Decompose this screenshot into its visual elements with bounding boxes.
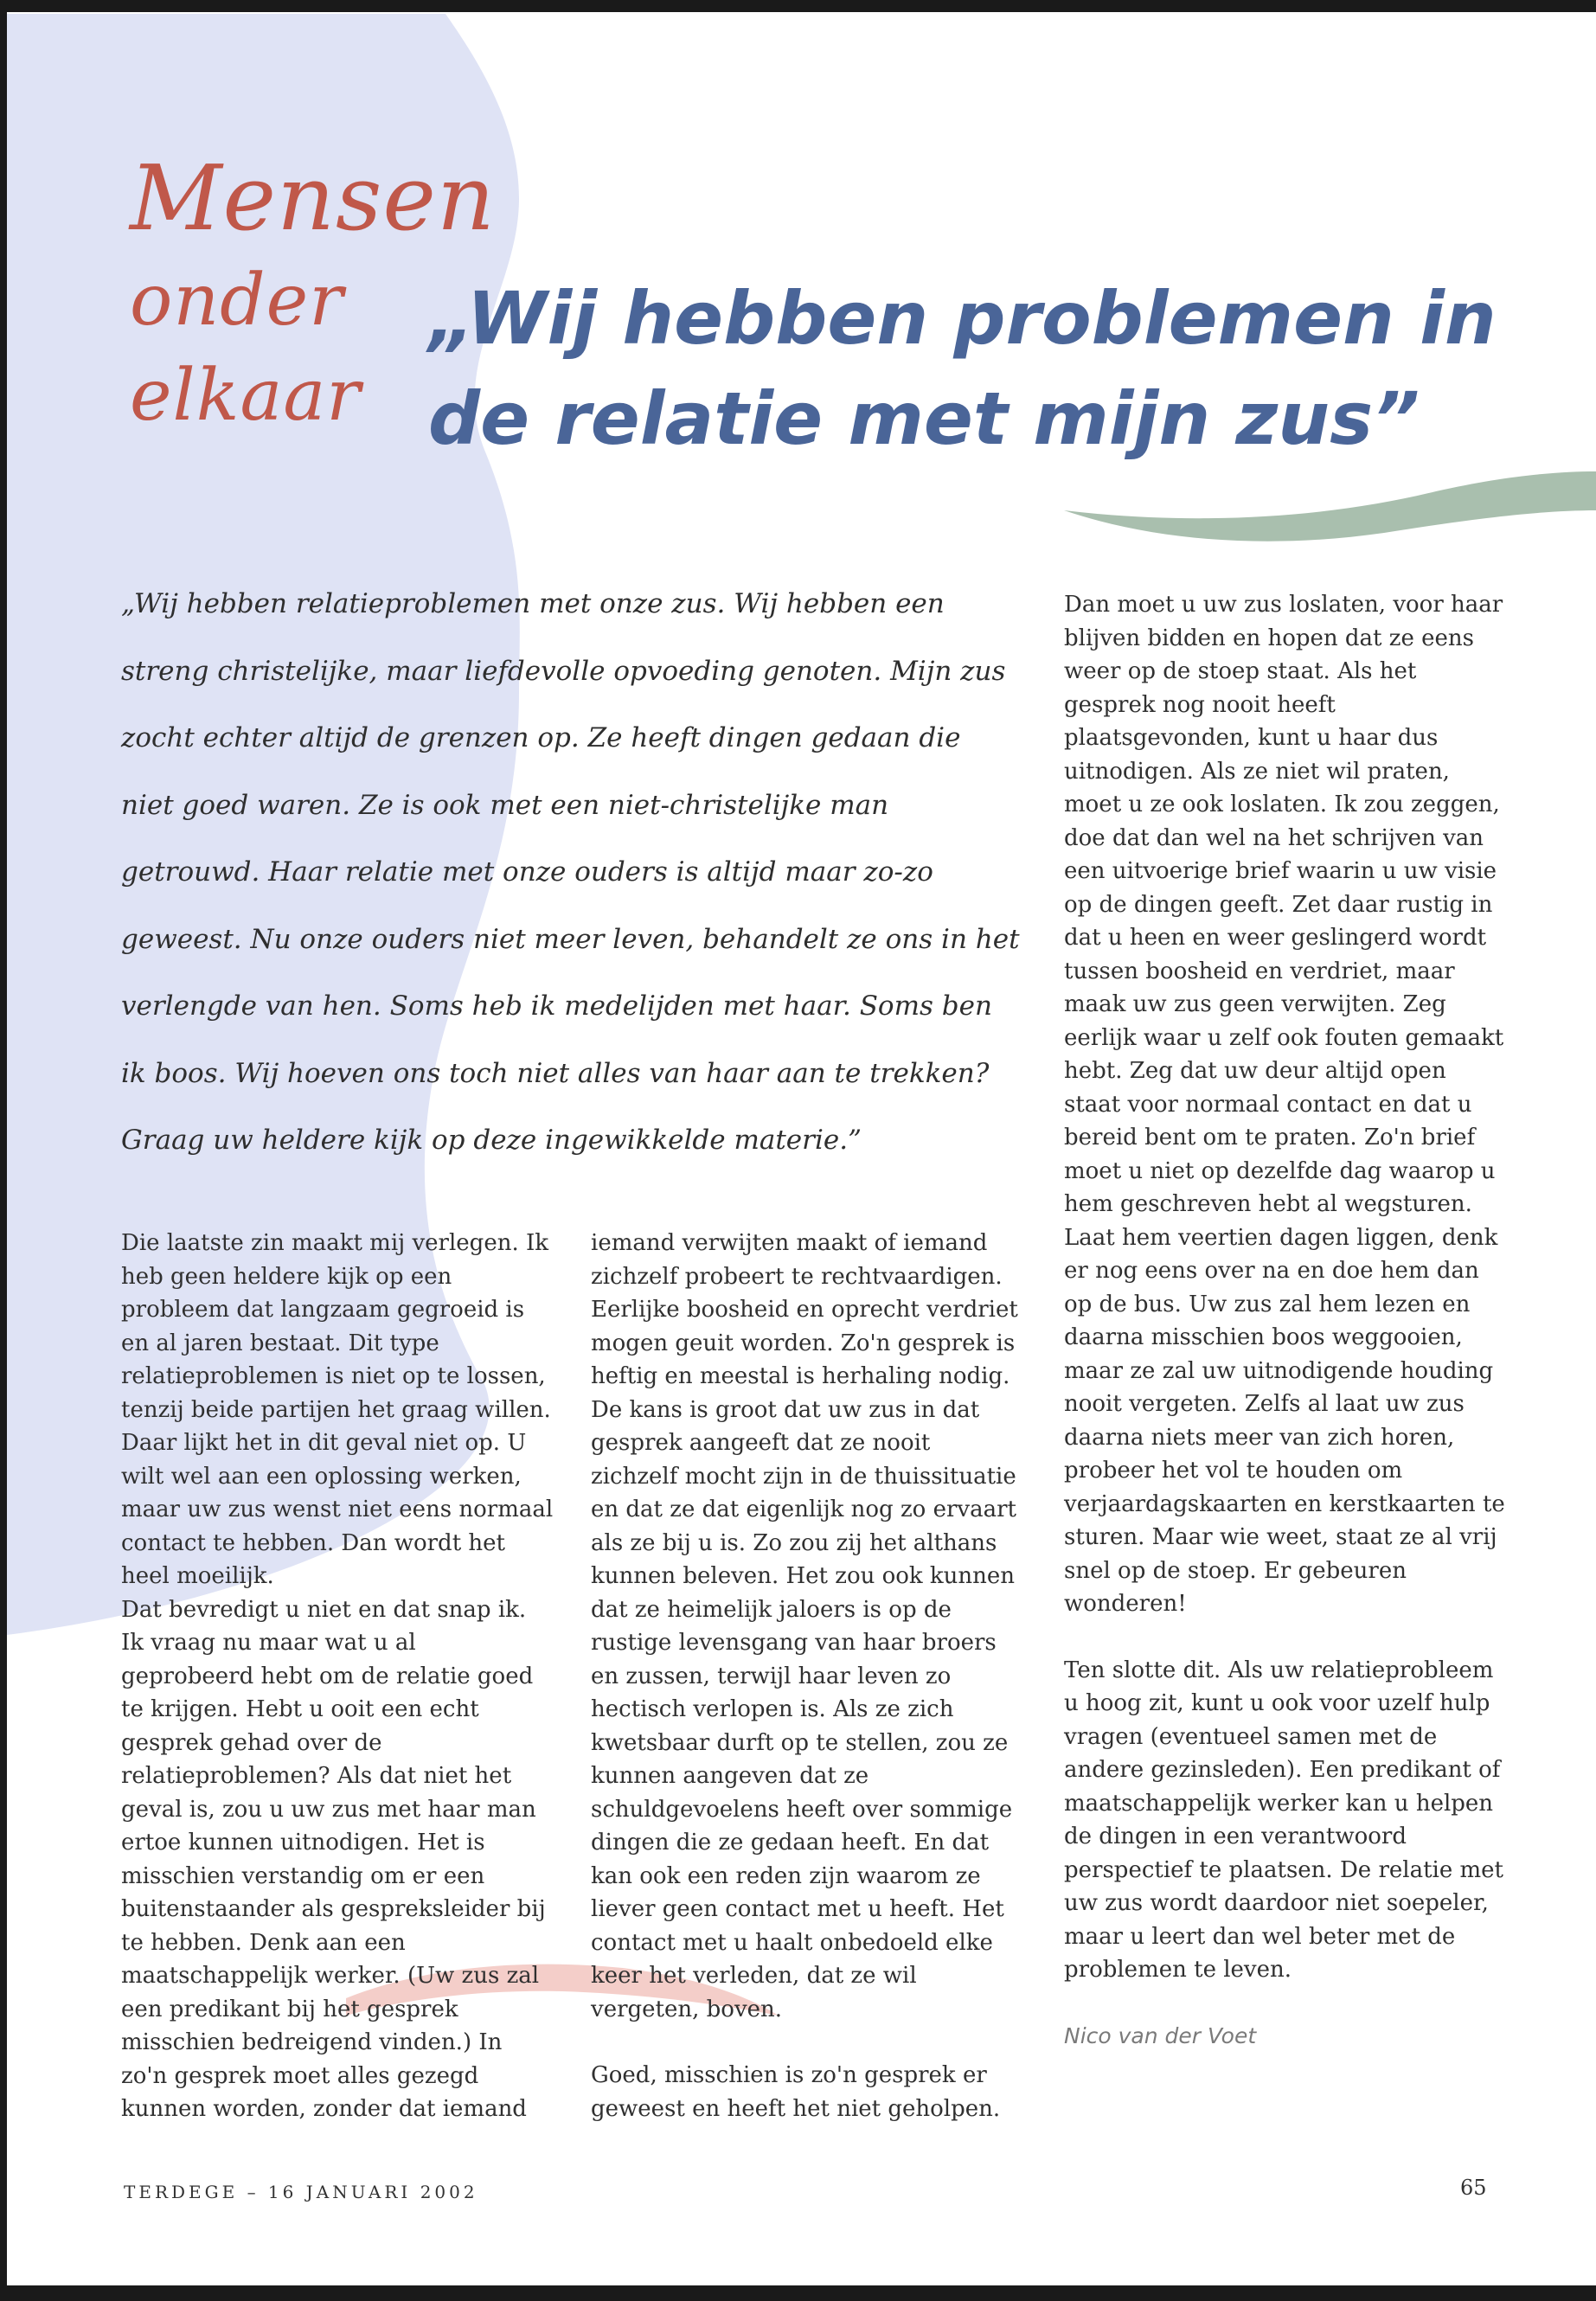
green-wave-shape — [1064, 471, 1596, 542]
reader-question: „Wij hebben relatieproblemen met onze zus. Wij hebben een streng christelijke, maar liefdevolle opvoeding genoten. Mijn zus zocht echter altijd de grenzen op. Ze heeft dingen gedaan die niet goed waren. Ze is ook met een niet-christelijke man getrouwd. Haar relatie met onze ouders is altijd maar zo-zo geweest. Nu onze ouders niet meer leven, behandelt ze ons in het verlengde van hen. Soms heb ik medelijden met haar. Soms ben ik boos. Wij hoeven ons toch niet alles van haar aan te trekken? Graag uw heldere kijk op deze ingewikkelde materie.” — [121, 588, 1020, 1156]
answer-paragraph: Goed, misschien is zo'n gesprek er geweest en heeft het niet geholpen. — [591, 2062, 1001, 2122]
answer-column-3 — [1064, 588, 1505, 2053]
author-signature: Nico van der Voet — [1064, 2022, 1257, 2048]
headline-line-1: „Wij hebben problemen in — [428, 276, 1497, 361]
kicker-onder: onder — [130, 260, 344, 342]
page-number: 65 — [1460, 2176, 1487, 2200]
answer-column-1 — [121, 1227, 554, 2126]
kicker-mensen: Mensen — [130, 145, 496, 251]
kicker-elkaar: elkaar — [130, 355, 362, 437]
answer-paragraph: Dan moet u uw zus loslaten, voor haar blijven bidden en hopen dat ze eens weer op de stoep staat. Als het gesprek nog nooit heeft plaatsgevonden, kunt u haar dus uitnodigen. Als ze niet wil praten, moet u ze ook loslaten. Ik zou zeggen, doe dat dan wel na het schrijven van een uitvoerige brief waarin u uw visie op de dingen geeft. Zet daar rustig in dat u heen en weer geslingerd wordt tussen boosheid en verdriet, maar maak uw zus geen verwijten. Zeg eerlijk waar u zelf ook fouten gemaakt hebt. Zeg dat uw deur altijd open staat voor normaal contact en dat u bereid bent om te praten. Zo'n brief moet u niet op dezelfde dag waarop u hem geschreven hebt al wegsturen. Laat hem veertien dagen liggen, denk er nog eens over na en doe hem dan op de bus. Uw zus zal hem lezen en daarna misschien boos weggooien, maar ze zal uw uitnodigende houding nooit vergeten. Zelfs al laat uw zus daarna niets meer van zich horen, probeer het vol te houden om verjaardagskaarten en kerstkaarten te sturen. Maar wie weet, staat ze al vrij snel op de stoep. Er gebeuren wonderen! — [1064, 592, 1505, 1617]
answer-paragraph: iemand verwijten maakt of iemand zichzelf probeert te rechtvaardigen. Eerlijke boosheid en oprecht verdriet mogen geuit worden. Zo'n gesprek is heftig en meestal is herhaling nodig. De kans is groot dat uw zus in dat gesprek aangeeft dat ze nooit zichzelf mocht zijn in de thuissituatie en dat ze dat eigenlijk nog zo ervaart als ze bij u is. Zo zou zij het althans kunnen beleven. Het zou ook kunnen dat ze heimelijk jaloers is op de rustige levensgang van haar broers en zussen, terwijl haar leven zo hectisch verlopen is. Als ze zich kwetsbaar durft op te stellen, zou ze kunnen aangeven dat ze schuldgevoelens heeft over sommige dingen die ze gedaan heeft. En dat kan ook een reden zijn waarom ze liever geen contact met u heeft. Het contact met u haalt onbedoeld elke keer het verleden, dat ze wil vergeten, boven. — [591, 1230, 1018, 2022]
footer-publication: TERDEGE – 16 JANUARI 2002 — [124, 2182, 478, 2202]
answer-column-2 — [591, 1227, 1023, 2125]
answer-paragraph: Die laatste zin maakt mij verlegen. Ik heb geen heldere kijk op een probleem dat langzaam gegroeid is en al jaren bestaat. Dit type relatieproblemen is niet op te lossen, tenzij beide partijen het graag willen. Daar lijkt het in dit geval niet op. U wilt wel aan een oplossing werken, maar uw zus wenst niet eens normaal contact te hebben. Dan wordt het heel moeilijk. — [121, 1230, 554, 1589]
answer-paragraph: Dat bevredigt u niet en dat snap ik. Ik vraag nu maar wat u al geprobeerd hebt om de relatie goed te krijgen. Hebt u ooit een echt gesprek gehad over de relatieproblemen? Als dat niet het geval is, zou u uw zus met haar man ertoe kunnen uitnodigen. Het is misschien verstandig om er een buitenstaander als gespreksleider bij te hebben. Denk aan een maatschappelijk werker. (Uw zus zal een predikant bij het gesprek misschien bedreigend vinden.) In zo'n gesprek moet alles gezegd kunnen worden, zonder dat iemand — [121, 1596, 546, 2122]
headline — [428, 268, 1553, 469]
answer-paragraph: Ten slotte dit. Als uw relatieprobleem u hoog zit, kunt u ook voor uzelf hulp vragen (eventueel samen met de andere gezinsleden). Een predikant of maatschappelijk werker kan u helpen de dingen in een verantwoord perspectief te plaatsen. De relatie met uw zus wordt daardoor niet soepeler, maar u leert dan wel beter met de problemen te leven. — [1064, 1657, 1503, 1983]
headline-line-2: de relatie met mijn zus” — [428, 376, 1420, 461]
